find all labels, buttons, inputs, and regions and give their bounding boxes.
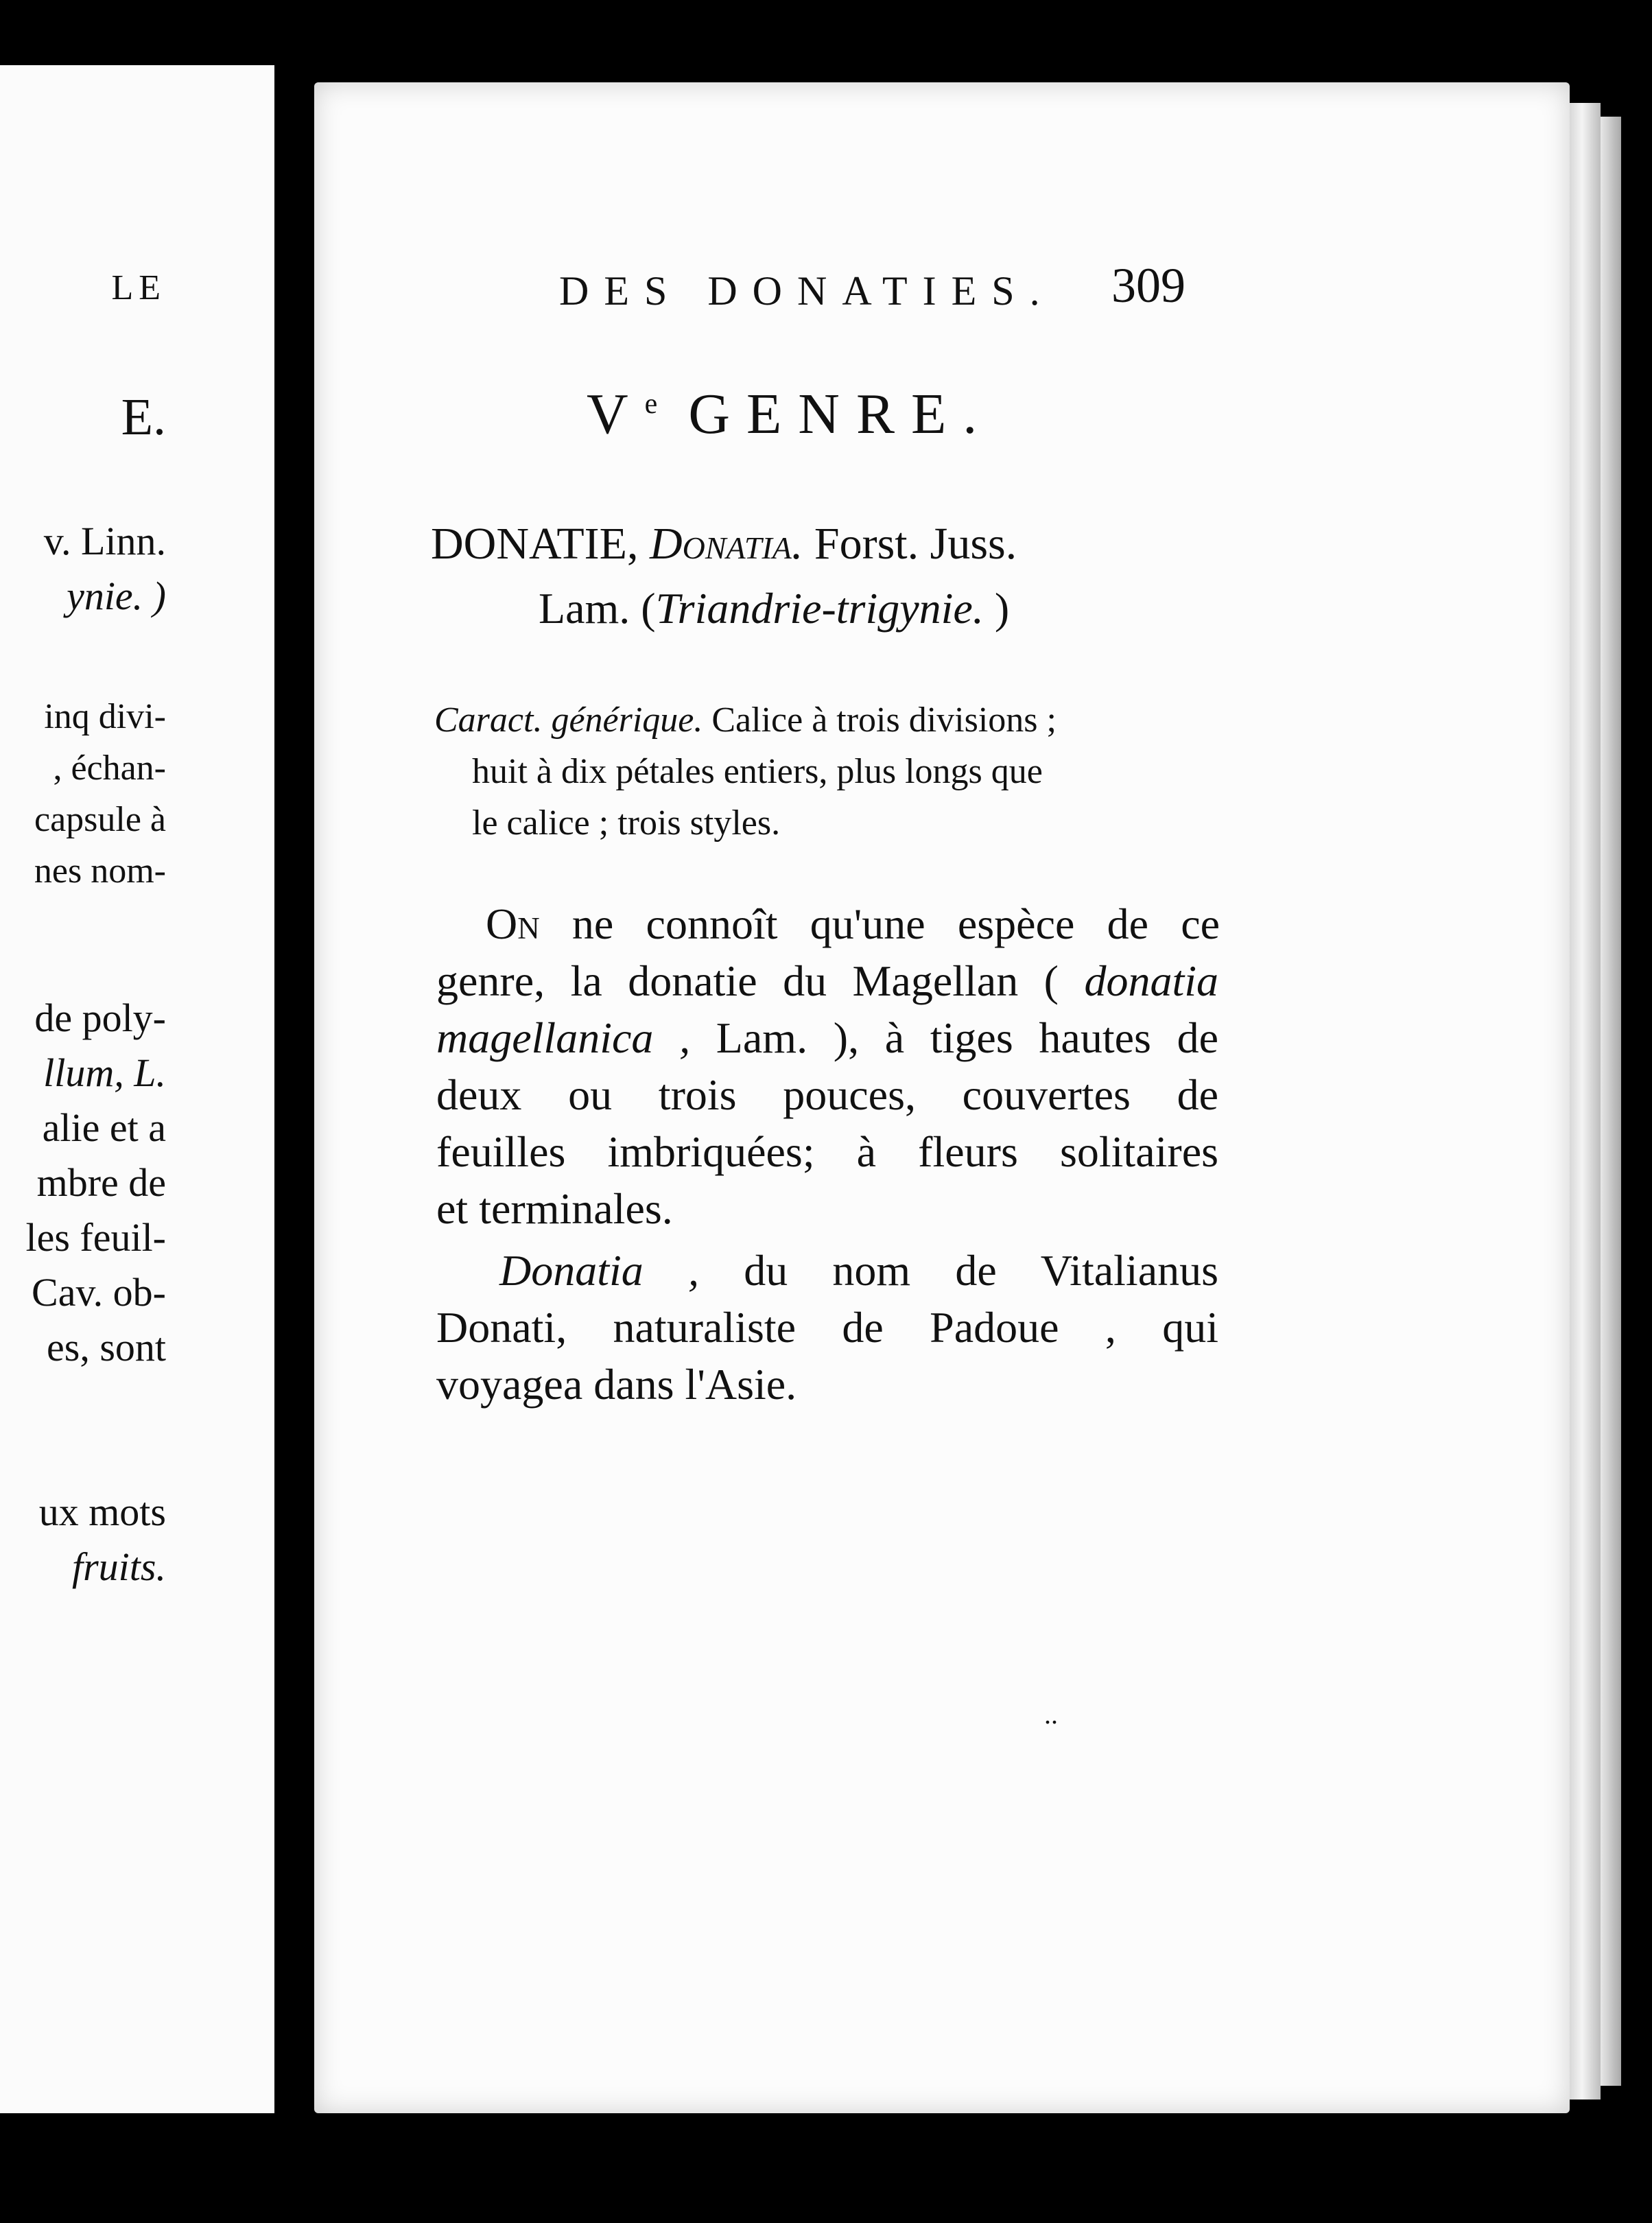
para1-italic: magellanica , — [436, 1013, 691, 1062]
characters-text: Calice à trois divisions ; — [711, 701, 1057, 740]
para1-text: ne connoît qu'une espèce de ce — [571, 899, 1220, 948]
para2-line2: Donati, naturaliste de Padoue , qui — [436, 1303, 1218, 1352]
left-line: alie et a — [42, 1105, 166, 1150]
para1-text: Lam. ), à tiges hautes de — [716, 1013, 1219, 1062]
left-line: fruits. — [72, 1544, 166, 1589]
para1-text: genre, la donatie du Magellan ( — [436, 956, 1059, 1005]
para1-italic: donatia — [1084, 956, 1219, 1005]
left-line: inq divi- — [44, 697, 166, 736]
genre-ordinal-suffix: e — [644, 388, 658, 420]
left-line: E. — [121, 388, 166, 446]
left-line: v. Linn. — [43, 519, 166, 563]
para2-line1 — [499, 1245, 1218, 1296]
characters-line3: le calice ; trois styles. — [472, 803, 781, 843]
left-line: Cav. ob- — [32, 1270, 166, 1315]
para1-line6: et terminales. — [436, 1184, 673, 1233]
left-line: ynie. ) — [67, 574, 166, 618]
drop-initial: On — [486, 899, 540, 948]
entry-authors: Forst. Juss. — [814, 519, 1017, 569]
page-number: 309 — [1111, 258, 1185, 313]
left-line: ux mots — [38, 1490, 166, 1534]
page-edges-shadow — [1601, 117, 1621, 2086]
left-line: LE — [111, 268, 166, 307]
entry-heading-line2 — [539, 583, 1009, 634]
left-line: mbre de — [36, 1160, 166, 1205]
genre-heading — [587, 381, 993, 447]
genre-title: GENRE. — [688, 382, 994, 446]
left-page-fragment — [0, 65, 276, 2113]
para1-line4: deux ou trois pouces, couvertes de — [436, 1070, 1218, 1119]
para2-italic: Donatia , — [499, 1246, 699, 1295]
left-line: llum, L. — [43, 1050, 166, 1095]
characters-line2: huit à dix pétales entiers, plus longs que — [472, 752, 1043, 791]
characters-label: Caract. générique. — [434, 701, 703, 740]
para2-text: du nom de Vitalianus — [744, 1246, 1219, 1295]
left-line: de poly- — [34, 996, 166, 1040]
entry-author: Lam. — [539, 584, 630, 633]
para1-line1 — [486, 899, 1220, 950]
footer-mark: .. — [1044, 1699, 1058, 1730]
para1-line5: feuilles imbriquées; à fleurs solitaires — [436, 1127, 1218, 1176]
running-title: DES DONATIES. — [559, 268, 1055, 314]
genre-ordinal: V — [587, 382, 645, 446]
entry-classification: Triandrie-trigynie. — [655, 584, 984, 633]
para2-line3: voyagea dans l'Asie. — [436, 1360, 797, 1409]
para1-line3 — [436, 1013, 1218, 1063]
paren-close: ) — [994, 584, 1010, 633]
left-line: les feuil- — [25, 1215, 166, 1260]
left-line: es, sont — [47, 1325, 166, 1369]
entry-latin-name: Donatia. — [649, 519, 803, 569]
characters-line1 — [434, 700, 1057, 740]
entry-name: DONATIE, — [431, 519, 639, 569]
entry-heading-line1 — [431, 518, 1017, 570]
para1-line2 — [436, 956, 1218, 1007]
left-line: nes nom- — [34, 851, 166, 891]
paren-open: ( — [641, 584, 656, 633]
page-edges — [1570, 103, 1601, 2100]
left-line: , échan- — [53, 749, 166, 788]
left-line: capsule à — [34, 800, 166, 839]
